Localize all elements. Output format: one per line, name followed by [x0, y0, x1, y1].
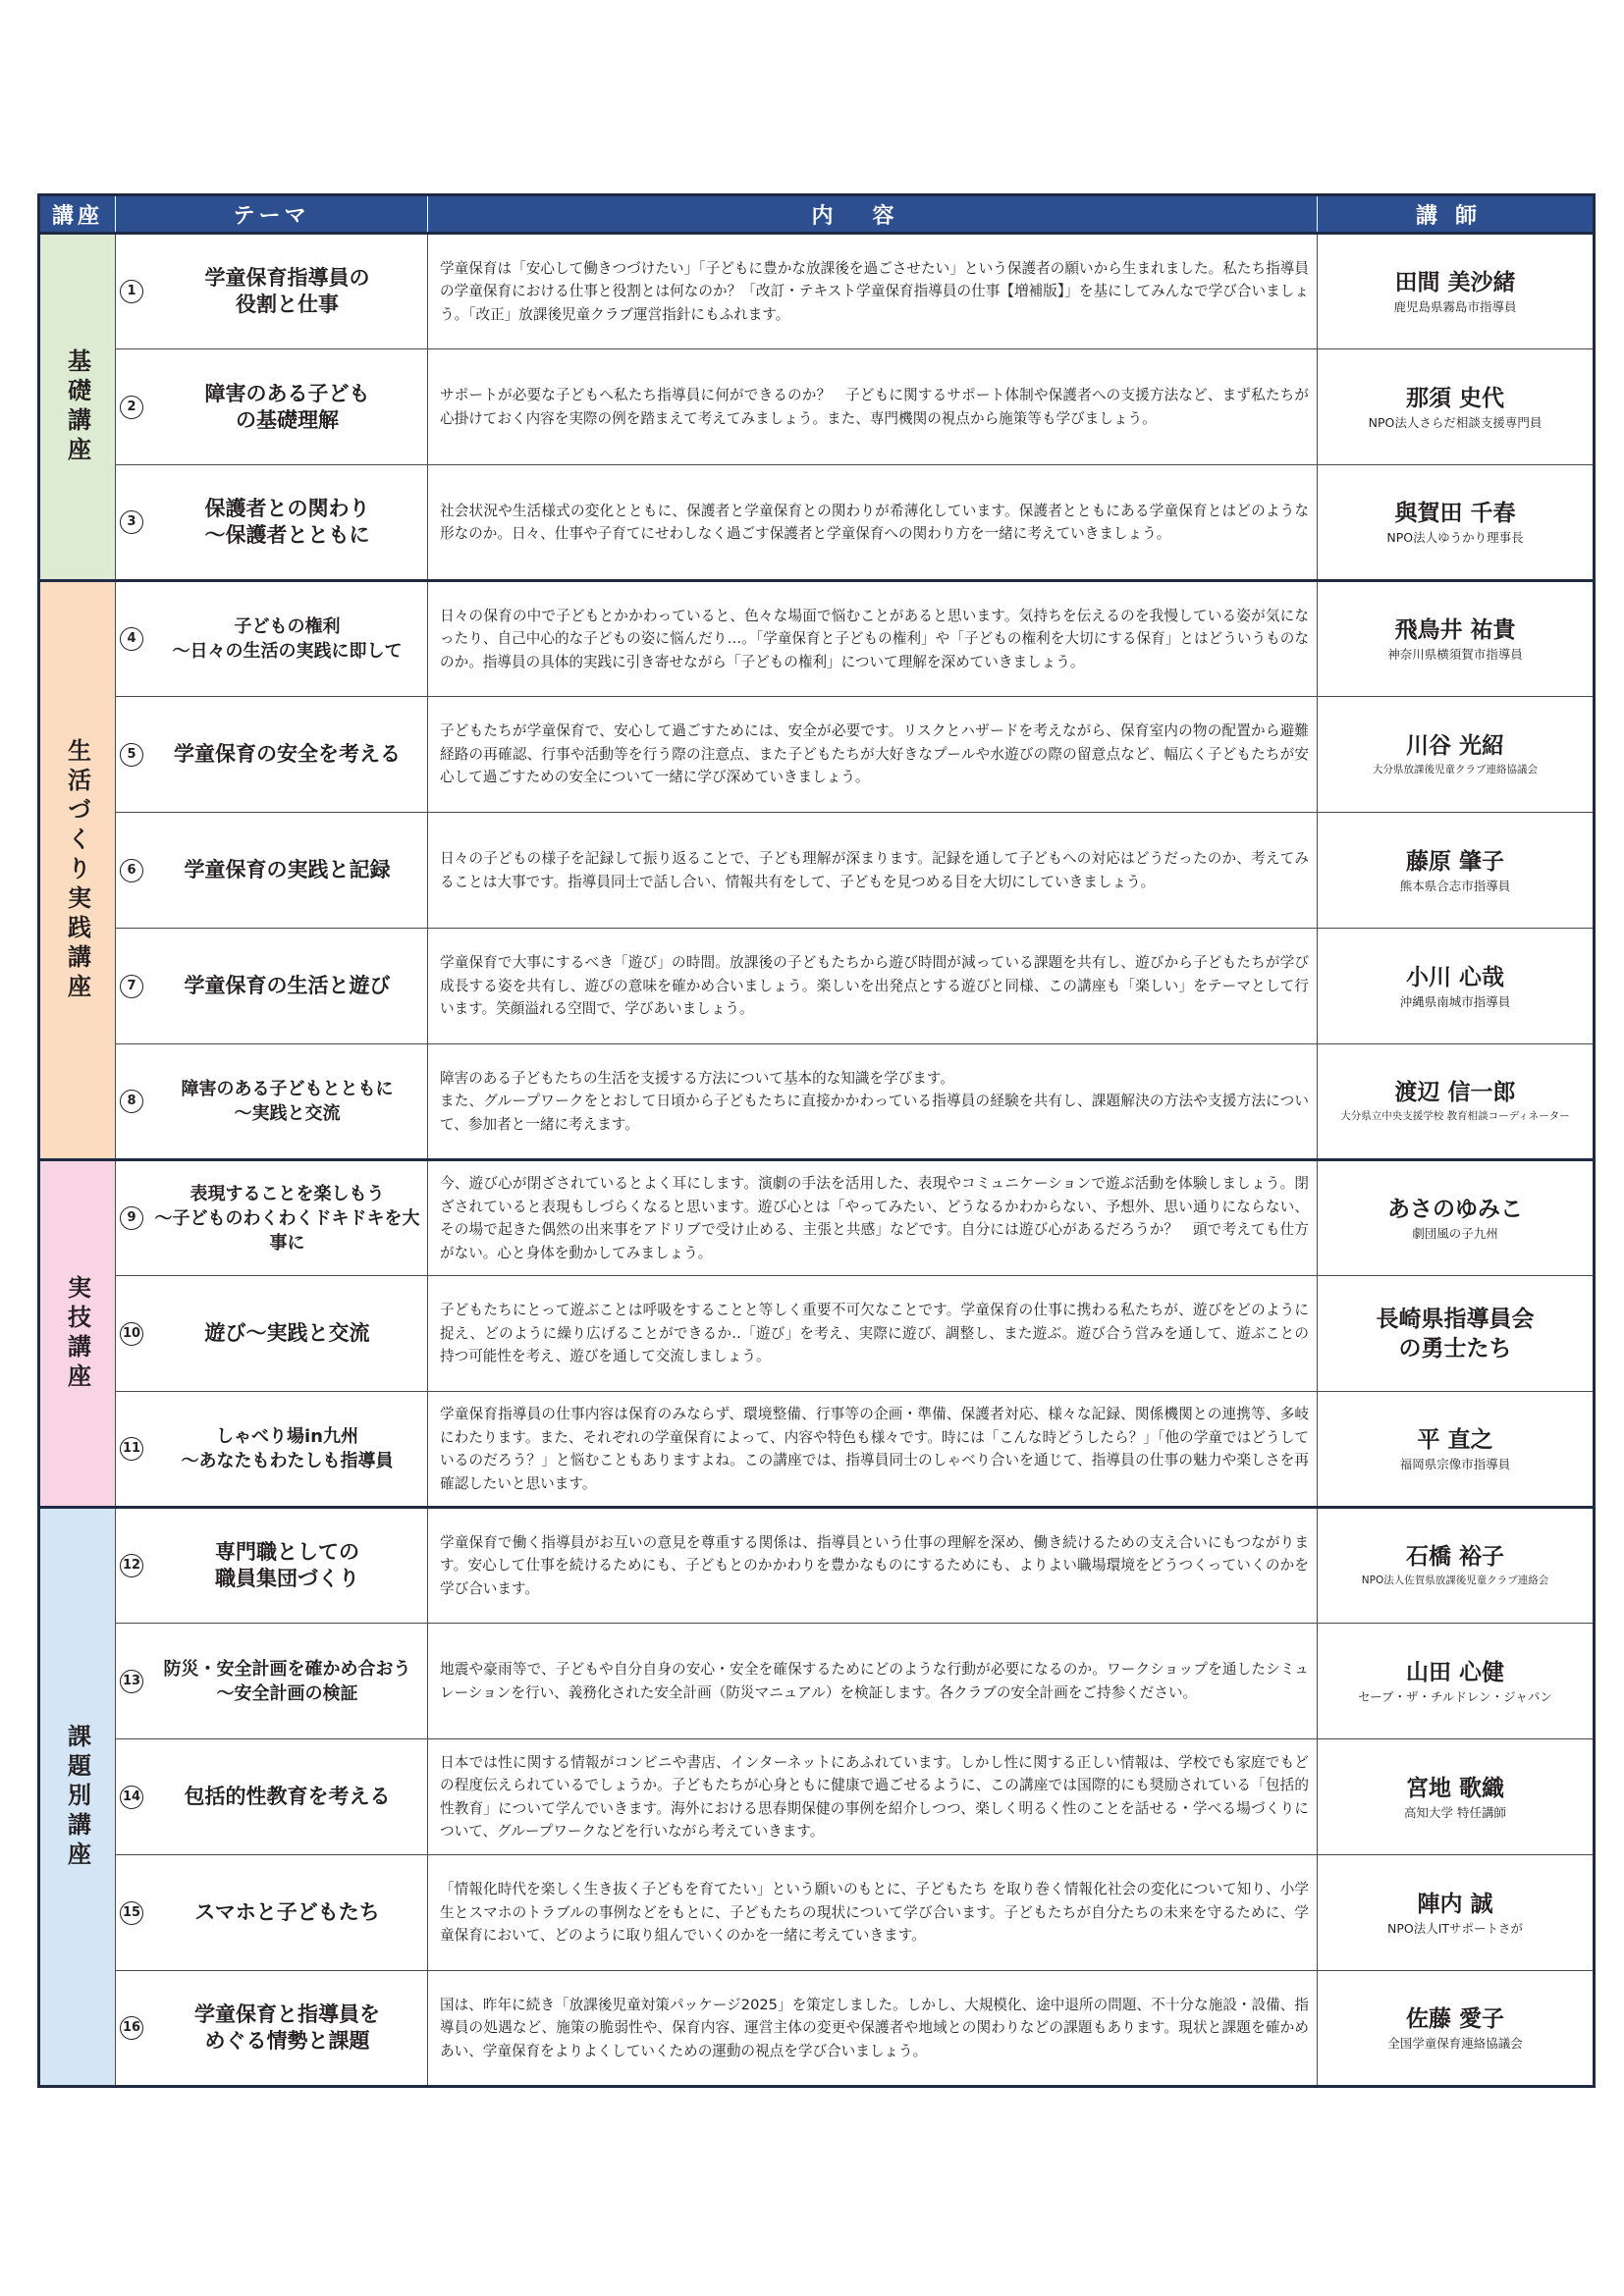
header-lecturer: 講師	[1318, 195, 1595, 234]
lecturer-affiliation: NPO法人さらだ相談支援専門員	[1368, 414, 1543, 430]
theme-cell	[116, 1739, 428, 1855]
content-cell	[428, 1044, 1318, 1160]
lecturer-affiliation: 沖縄県南城市指導員	[1399, 993, 1511, 1009]
course-description: 子どもたちが学童保育で、安心して過ごすためには、安全が必要です。リスクとハザードを考えながら、保育室内の物の配置から避難経路の再確認、行事や活動等を行う際の注意点、また子どもたちが大好きなプールや水遊びの際の留意点など、幅広く子どもたちが安心して過ごすための安全について一緒に学び深めていきましょう。	[440, 722, 1309, 786]
course-number: 15	[120, 1901, 143, 1925]
category-label: 実技講座	[39, 1160, 116, 1508]
course-number: 3	[120, 510, 143, 534]
course-row	[39, 581, 1595, 697]
course-number: 4	[120, 627, 143, 651]
lecturer-name: 長崎県指導員会 の勇士たち	[1376, 1306, 1535, 1362]
theme-title: 障害のある子どもとともに ～実践と交流	[181, 1079, 394, 1124]
course-description: 学童保育指導員の仕事内容は保育のみならず、環境整備、行事等の企画・準備、保護者対応、様々な記録、関係機関との連携等、多岐にわたります。また、それぞれの学童保育によって、内容や特色も様々です。時には「こんな時どうしたら？」「他の学童ではどうしているのだろう？」と悩むこともありますよね。この講座では、指導員同士のしゃべり合いを通じて、指導員の仕事の魅力や楽しさを再確認したいと思います。	[440, 1406, 1309, 1492]
content-cell	[428, 813, 1318, 929]
content-cell	[428, 1855, 1318, 1971]
course-row	[39, 349, 1595, 465]
header-content: 内容	[428, 195, 1318, 234]
content-cell	[428, 234, 1318, 349]
course-number: 9	[120, 1206, 143, 1230]
course-row	[39, 234, 1595, 349]
lecturer-name: 宮地 歌織	[1405, 1775, 1504, 1801]
theme-title: 学童保育の生活と遊び	[184, 974, 391, 997]
lecturer-affiliation: 劇団風の子九州	[1412, 1226, 1498, 1241]
lecturer-cell	[1318, 1276, 1595, 1392]
header-row	[39, 195, 1595, 234]
lecturer-name: 那須 史代	[1405, 385, 1504, 411]
course-description: 学童保育で働く指導員がお互いの意見を尊重する関係は、指導員という仕事の理解を深め、働き続けるための支え合いにもつながります。安心して仕事を続けるためにも、子どもとのかかわりを豊かなものにするためにも、よりよい職場環境をどうつくっていくのかを学び合います。	[440, 1533, 1309, 1597]
category-label: 生活づくり実践講座	[39, 581, 116, 1160]
lecturer-name: 藤原 肇子	[1405, 848, 1504, 875]
lecturer-cell	[1318, 465, 1595, 581]
lecturer-name: 山田 心健	[1405, 1659, 1504, 1685]
header-category: 講座	[39, 195, 116, 234]
lecturer-name: 飛鳥井 祐貴	[1394, 617, 1516, 643]
header-theme: テーマ	[116, 195, 428, 234]
lecturer-cell	[1318, 929, 1595, 1044]
lecturer-name: 小川 心哉	[1405, 964, 1504, 990]
theme-cell	[116, 1160, 428, 1276]
content-cell	[428, 697, 1318, 813]
course-row	[39, 1739, 1595, 1855]
lecturer-affiliation: 神奈川県横須賀市指導員	[1387, 647, 1523, 662]
lecturer-name: 川谷 光紹	[1405, 732, 1504, 759]
lecturer-affiliation: セーブ・ザ・チルドレン・ジャパン	[1358, 1688, 1552, 1704]
theme-cell	[116, 697, 428, 813]
lecturer-cell	[1318, 1160, 1595, 1276]
course-number: 1	[120, 280, 143, 303]
theme-cell	[116, 349, 428, 465]
theme-cell	[116, 581, 428, 697]
lecturer-name: 與賀田 千春	[1394, 501, 1516, 526]
theme-cell	[116, 465, 428, 581]
lecturer-name: 佐藤 愛子	[1405, 2006, 1504, 2032]
course-description: 学童保育で大事にするべき「遊び」の時間。放課後の子どもたちから遊び時間が減っている課題を共有し、遊びから子どもたちが学び成長する姿を共有し、遊びの意味を確かめ合いましょう。楽しいを出発点とする遊びと同様、この講座も「楽しい」をテーマとして行います。笑顔溢れる空間で、学びあいましょう。	[440, 954, 1309, 1018]
theme-title: 子どもの権利 ～日々の生活の実践に即して	[172, 616, 403, 662]
course-description: 子どもたちにとって遊ぶことは呼吸をすることと等しく重要不可欠なことです。学童保育の仕事に携わる私たちが、遊びをどのように捉え、どのように繰り広げることができるか‥「遊び」を考え、実際に遊び、調整し、また遊ぶ。遊び合う営みを通して、遊ぶことの持つ可能性を考え、遊びを通して交流しましょう。	[440, 1302, 1309, 1365]
content-cell	[428, 1739, 1318, 1855]
content-cell	[428, 1392, 1318, 1508]
theme-title: 障害のある子ども の基礎理解	[204, 381, 370, 432]
course-description: 障害のある子どもたちの生活を支援する方法について基本的な知識を学びます。 また、グループワークをとおして日頃から子どもたちに直接かかわっている指導員の経験を共有し、課題解決の方法や支援方法について、参加者と一緒に考えます。	[440, 1069, 1309, 1133]
course-row	[39, 929, 1595, 1044]
course-row	[39, 465, 1595, 581]
lecturer-cell	[1318, 1855, 1595, 1971]
course-number: 5	[120, 743, 143, 767]
content-cell	[428, 1508, 1318, 1624]
theme-cell	[116, 1044, 428, 1160]
theme-cell	[116, 813, 428, 929]
theme-title: 学童保育の安全を考える	[174, 742, 401, 766]
theme-title: 表現することを楽しもう ～子どものわくわくドキドキを大事に	[154, 1183, 420, 1254]
content-cell	[428, 1624, 1318, 1739]
course-number: 10	[120, 1322, 143, 1346]
lecturer-cell	[1318, 1392, 1595, 1508]
lecturer-affiliation: NPO法人ITサポートさが	[1386, 1920, 1524, 1936]
theme-title: 専門職としての 職員集団づくり	[215, 1540, 359, 1590]
content-cell	[428, 465, 1318, 581]
lecturer-cell	[1318, 1971, 1595, 2087]
theme-cell	[116, 1624, 428, 1739]
course-description: サポートが必要な子どもへ私たち指導員に何ができるのか？ 子どもに関するサポート体制や保護者への支援方法など、まず私たちが心掛けておく内容を実際の例を踏まえて考えてみましょう。また、専門機関の視点から施策等も学びましょう。	[440, 387, 1309, 427]
course-number: 14	[120, 1786, 143, 1809]
course-description: 日本では性に関する情報がコンビニや書店、インターネットにあふれています。しかし性に関する正しい情報は、学校でも家庭でもどの程度伝えられているでしょうか。子どもたちが心身ともに健康で過ごせるように、この講座では国際的にも奨励されている「包括的性教育」について学んでいきます。海外における思春期保健の事例を紹介しつつ、楽しく明るく性のことを話せる・学べる場づくりについて、グループワークなどを行いながら考えていきます。	[440, 1753, 1309, 1840]
theme-title: 保護者との関わり ～保護者とともに	[204, 497, 370, 547]
lecturer-cell	[1318, 349, 1595, 465]
course-number: 13	[120, 1670, 143, 1693]
course-table	[37, 193, 1596, 2088]
content-cell	[428, 1160, 1318, 1276]
lecturer-name: 田間 美沙緒	[1394, 270, 1516, 295]
lecturer-affiliation: 高知大学 特任講師	[1404, 1804, 1506, 1820]
theme-title: 学童保育の実践と記録	[184, 858, 391, 881]
course-description: 学童保育は「安心して働きつづけたい」「子どもに豊かな放課後を過ごさせたい」という保護者の願いから生まれました。私たち指導員の学童保育における仕事と役割とは何なのか？「改訂・テキスト学童保育指導員の仕事【増補版】」を基にしてみんなで学び合いましょう。「改正」放課後児童クラブ運営指針にもふれます。	[440, 259, 1309, 323]
theme-cell	[116, 1276, 428, 1392]
course-number: 12	[120, 1554, 143, 1577]
theme-cell	[116, 1971, 428, 2087]
lecturer-cell	[1318, 1508, 1595, 1624]
content-cell	[428, 1971, 1318, 2087]
course-description: 日々の子どもの様子を記録して振り返ることで、子ども理解が深まります。記録を通して子どもへの対応はどうだったのか、考えてみることは大事です。指導員同士で話し合い、情報共有をして、子どもを見つめる目を大切にしていきましょう。	[440, 850, 1309, 890]
theme-title: 包括的性教育を考える	[184, 1785, 391, 1808]
lecturer-affiliation: NPO法人佐賀県放課後児童クラブ連絡会	[1361, 1575, 1549, 1586]
course-row	[39, 813, 1595, 929]
course-description: 国は、昨年に続き「放課後児童対策パッケージ2025」を策定しました。しかし、大規模化、途中退所の問題、不十分な施設・設備、指導員の処遇など、施策の脆弱性や、保育内容、運営主体の変更や保護者や地域との関わりなどの課題もあります。現状と課題を確かめあい、学童保育をよりよくしていくための運動の視点を学び合いましょう。	[440, 1996, 1309, 2059]
course-description: 地震や豪雨等で、子どもや自分自身の安心・安全を確保するためにどのような行動が必要になるのか。ワークショップを通したシミュレーションを行い、義務化された安全計画（防災マニュアル）を検証します。各クラブの安全計画をご持参ください。	[440, 1661, 1309, 1701]
lecturer-name: 平 直之	[1417, 1427, 1493, 1453]
theme-cell	[116, 1392, 428, 1508]
lecturer-affiliation: 大分県立中央支援学校 教育相談コーディネーター	[1340, 1110, 1570, 1122]
lecturer-affiliation: 福岡県宗像市指導員	[1399, 1457, 1511, 1471]
course-row	[39, 1855, 1595, 1971]
course-number: 16	[120, 2016, 143, 2040]
course-number: 2	[120, 396, 143, 419]
course-description: 日々の保育の中で子どもとかかわっていると、色々な場面で悩むことがあると思います。気持ちを伝えるのを我慢している姿が気になったり、自己中心的な子どもの姿に悩んだり…。「学童保育と子どもの権利」や「子どもの権利を大切にする保育」とはどういうものなのか。指導員の具体的実践に引き寄せながら「子どもの権利」について理解を深めていきましょう。	[440, 607, 1309, 670]
course-row	[39, 1508, 1595, 1624]
content-cell	[428, 581, 1318, 697]
theme-title: 学童保育指導員の 役割と仕事	[204, 266, 370, 316]
course-row	[39, 1276, 1595, 1392]
content-cell	[428, 349, 1318, 465]
lecturer-affiliation: 熊本県合志市指導員	[1399, 878, 1511, 893]
course-number: 11	[120, 1437, 143, 1461]
theme-cell	[116, 1508, 428, 1624]
lecturer-cell	[1318, 581, 1595, 697]
theme-title: 防災・安全計画を確かめ合おう ～安全計画の検証	[163, 1658, 411, 1704]
course-description: 今、遊び心が閉ざされているとよく耳にします。演劇の手法を活用した、表現やコミュニケーションで遊ぶ活動を体験しましょう。閉ざされていると表現もしづらくなると思います。遊び心とは「やってみたい、どうなるかわからない、予想外、思い通りにならない、その場で起きた偶然の出来事をアドリブで受け止める、主張と共感」などです。自分には遊び心があるだろうか？ 頭で考えても仕方がない。心と身体を動かしてみましょう。	[440, 1175, 1309, 1261]
course-number: 8	[120, 1090, 143, 1113]
category-label: 課題別講座	[39, 1508, 116, 2087]
lecturer-affiliation: 大分県放課後児童クラブ連絡協議会	[1373, 763, 1538, 775]
course-description: 「情報化時代を楽しく生き抜く子どもを育てたい」という願いのもとに、子どもたち を取り巻く情報化社会の変化について知り、小学生とスマホのトラブルの事例などをもとに、子どもたちの現状について学び合います。子どもたちが自分たちの未来を守るために、学童保育において、どのように取り組んでいくのかを一緒に考えていきます。	[440, 1881, 1309, 1945]
content-cell	[428, 1276, 1318, 1392]
lecturer-affiliation: 鹿児島県霧島市指導員	[1393, 299, 1517, 314]
course-row	[39, 1624, 1595, 1739]
theme-cell	[116, 929, 428, 1044]
course-row	[39, 697, 1595, 813]
theme-title: 遊び～実践と交流	[204, 1321, 370, 1345]
content-cell	[428, 929, 1318, 1044]
course-row	[39, 1392, 1595, 1508]
lecturer-cell	[1318, 1044, 1595, 1160]
lecturer-name: 石橋 裕子	[1405, 1544, 1504, 1570]
theme-title: しゃべり場in九州 ～あなたもわたしも指導員	[181, 1426, 394, 1471]
lecturer-cell	[1318, 1739, 1595, 1855]
lecturer-cell	[1318, 1624, 1595, 1739]
course-row	[39, 1044, 1595, 1160]
theme-cell	[116, 1855, 428, 1971]
theme-title: 学童保育と指導員を めぐる情勢と課題	[194, 2002, 380, 2053]
course-number: 6	[120, 859, 143, 882]
lecturer-cell	[1318, 813, 1595, 929]
lecturer-name: 渡辺 信一郎	[1394, 1080, 1516, 1105]
course-row	[39, 1160, 1595, 1276]
theme-cell	[116, 234, 428, 349]
course-description: 社会状況や生活様式の変化とともに、保護者と学童保育との関わりが希薄化しています。保護者とともにある学童保育とはどのような形なのか。日々、仕事や子育てにせわしなく過ごす保護者と学童保育への関わり方を一緒に考えていきましょう。	[440, 502, 1309, 542]
lecturer-name: 陣内 誠	[1417, 1891, 1493, 1917]
lecturer-affiliation: NPO法人ゆうかり理事長	[1386, 530, 1524, 545]
lecturer-affiliation: 全国学童保育連絡協議会	[1387, 2036, 1523, 2051]
course-row	[39, 1971, 1595, 2087]
course-number: 7	[120, 975, 143, 998]
theme-title: スマホと子どもたち	[194, 1900, 380, 1924]
category-label: 基礎講座	[39, 234, 116, 581]
lecturer-cell	[1318, 697, 1595, 813]
lecturer-name: あさのゆみこ	[1387, 1197, 1523, 1222]
lecturer-cell	[1318, 234, 1595, 349]
